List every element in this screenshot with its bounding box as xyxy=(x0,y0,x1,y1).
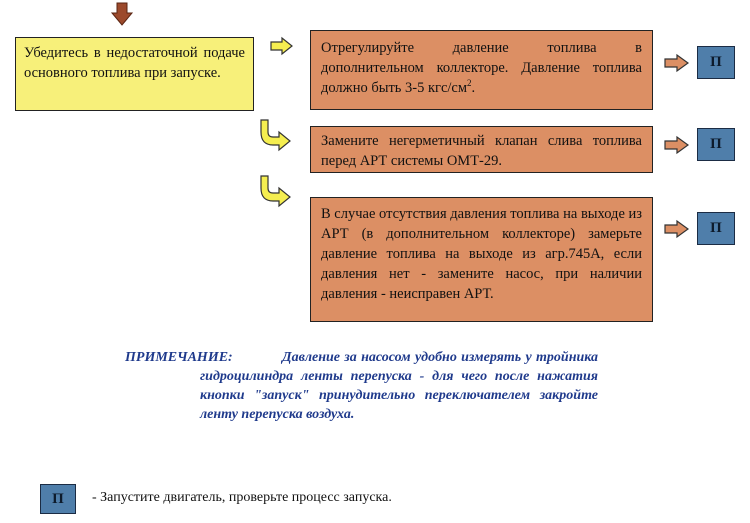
right-arrow-icon xyxy=(664,136,690,154)
legend-symbol: П xyxy=(40,484,76,514)
start-engine-marker: П xyxy=(697,128,735,161)
check-fuel-box xyxy=(15,37,254,111)
note-heading: ПРИМЕЧАНИЕ: xyxy=(125,350,233,365)
right-arrow-icon xyxy=(664,54,690,72)
replace-valve-box xyxy=(310,126,653,173)
curved-arrow-icon xyxy=(258,118,294,152)
adjust-pressure-text: Отрегулируйте давление топлива в дополнительном коллекторе. Давление топлива должно быть 3-5 кгс/$см^2$. xyxy=(321,40,642,96)
start-engine-marker: П xyxy=(697,212,735,245)
legend-text: - Запустите двигатель, проверьте процесс запуска. xyxy=(92,490,392,505)
incoming-arrow-icon xyxy=(111,2,133,28)
right-arrow-icon xyxy=(664,220,690,238)
curved-arrow-icon xyxy=(258,174,294,208)
start-engine-marker: П xyxy=(697,46,735,79)
no-pressure-box xyxy=(310,197,653,322)
right-arrow-icon xyxy=(270,37,294,55)
note-text: Давление за насосом удобно измерять у тройника гидроцилиндра ленты перепуска - для чего после нажатия кнопки "запуск" принудительно переключателем закройте ленту перепуска воздуха. xyxy=(200,350,598,422)
check-fuel-text: Убедитесь в недостаточной подаче основного топлива при запуске. xyxy=(24,45,245,81)
replace-valve-text: Замените негерметичный клапан слива топлива перед АРТ системы ОМТ-29. xyxy=(321,133,642,169)
adjust-pressure-box xyxy=(310,30,653,110)
no-pressure-text: В случае отсутствия давления топлива на выходе из АРТ (в дополнительном коллекторе) замерьте давление топлива на выходе из агр.745А, если давления нет - замените насос, при наличии давления - неисправен АРТ. xyxy=(321,206,642,302)
